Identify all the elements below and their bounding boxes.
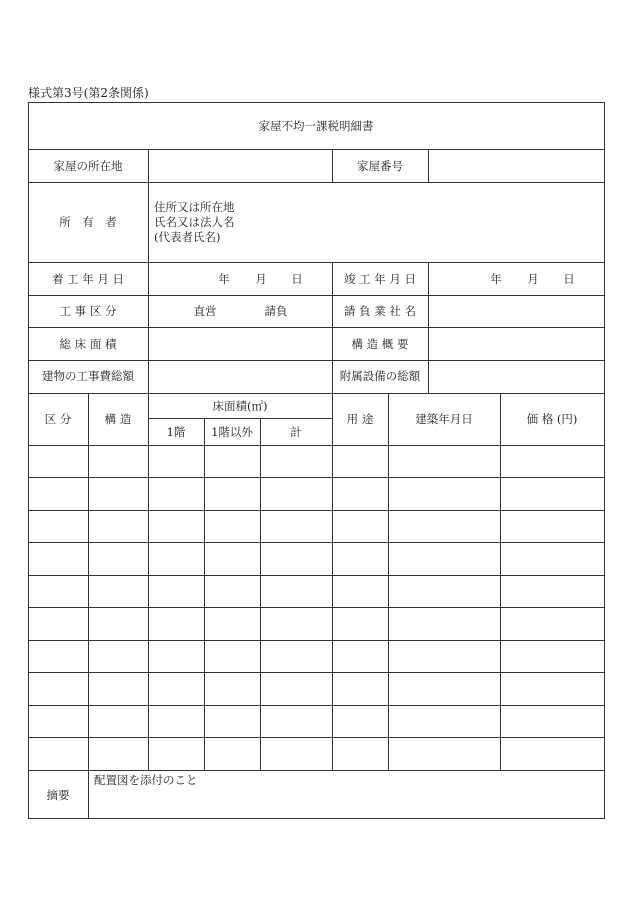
structure-summary-field[interactable] xyxy=(429,328,604,360)
construction-cost-label: 建物の工事費総額 xyxy=(42,369,134,383)
start-month-unit: 月 xyxy=(255,272,267,286)
remarks-text: 配置図を添付のこと xyxy=(94,773,198,787)
location-label: 家屋の所在地 xyxy=(53,159,123,173)
house-number-label: 家屋番号 xyxy=(357,159,403,173)
work-division-label: 工 事 区 分 xyxy=(59,304,117,318)
structure-summary-label: 構 造 概 要 xyxy=(351,337,409,351)
completion-day-unit: 日 xyxy=(563,272,575,286)
contractor-name-field[interactable] xyxy=(429,296,604,327)
equipment-total-field[interactable] xyxy=(429,361,604,393)
start-day-unit: 日 xyxy=(291,272,303,286)
total-header: 計 xyxy=(290,425,302,439)
price-header: 価 格 (円) xyxy=(526,412,578,426)
owner-field[interactable] xyxy=(250,183,604,262)
completion-year-unit: 年 xyxy=(490,272,502,286)
total-floor-area-label: 総 床 面 積 xyxy=(59,337,117,351)
completion-month-unit: 月 xyxy=(527,272,539,286)
house-number-field[interactable] xyxy=(429,150,604,182)
owner-address-line: 住所又は所在地 xyxy=(154,200,235,214)
form-id: 様式第3号(第2条関係) xyxy=(28,86,149,100)
floor1-header: 1階 xyxy=(166,425,186,439)
remarks-label: 摘要 xyxy=(46,788,70,802)
start-year-unit: 年 xyxy=(218,272,230,286)
start-date-label: 着 工 年 月 日 xyxy=(51,272,125,286)
built-date-header: 建築年月日 xyxy=(415,412,473,426)
division-header: 区 分 xyxy=(44,412,72,426)
work-option-direct[interactable]: 直営 xyxy=(193,304,217,318)
completion-date-label: 竣 工 年 月 日 xyxy=(343,272,417,286)
total-floor-area-field[interactable] xyxy=(149,328,332,360)
contractor-name-label: 請 負 業 社 名 xyxy=(343,304,417,318)
form-title: 家屋不均一課税明細書 xyxy=(258,119,374,133)
other-floors-header: 1階以外 xyxy=(211,425,253,439)
owner-representative-line: (代表者氏名) xyxy=(154,230,221,244)
owner-label: 所 有 者 xyxy=(59,215,117,229)
structure-header: 構 造 xyxy=(104,412,132,426)
construction-cost-field[interactable] xyxy=(149,361,332,393)
usage-header: 用 途 xyxy=(346,412,374,426)
work-option-contract[interactable]: 請負 xyxy=(264,304,288,318)
location-field[interactable] xyxy=(149,150,332,182)
floor-area-header: 床面積(㎡) xyxy=(212,399,268,413)
equipment-total-label: 附属設備の総額 xyxy=(339,369,421,383)
owner-name-line: 氏名又は法人名 xyxy=(154,215,235,229)
